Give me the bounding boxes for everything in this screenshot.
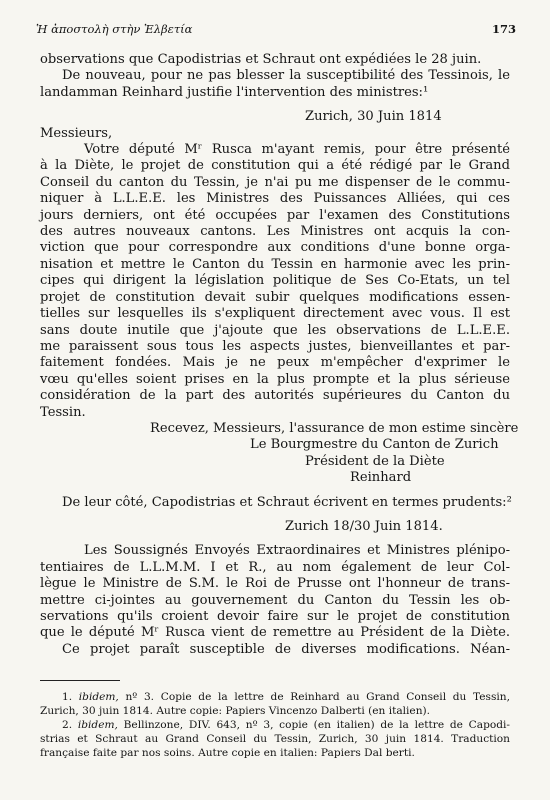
text-line: lègue le Ministre de S.M. le Roi de Prusse ont l'honneur de trans- [40, 576, 510, 592]
text-line: vœu qu'elles soient prises en la plus prompte et la plus sérieuse [40, 371, 510, 387]
running-title: Ἡ ἀποστολὴ στὴν Ἑλβετία [36, 22, 193, 36]
letter-paragraph [40, 543, 510, 658]
paragraph [40, 68, 510, 101]
text-line: De nouveau, pour ne pas blesser la susceptibilité des Tessinois, le [62, 68, 510, 84]
text-line: sans doute inutile que j'ajoute que les observations de L.L.E.E. [40, 322, 510, 338]
letter-date: Zurich, 30 Juin 1814 [305, 109, 442, 125]
footnote [40, 690, 510, 718]
signature-line: Reinhard [350, 470, 412, 486]
text-line: jours derniers, ont été occupées par l'examen des Constitutions [40, 207, 510, 223]
text-line: nisation et mettre le Canton du Tessin en harmonie avec les prin- [40, 256, 510, 272]
salutation: Messieurs, [40, 125, 113, 141]
signature-line: Président de la Diète [305, 453, 445, 469]
footnote-number: 1. [62, 691, 79, 703]
text-line: viction que pour correspondre aux conditions d'une bonne orga- [40, 240, 510, 256]
text-line: landamman Reinhard justifie l'intervention des ministres:¹ [40, 84, 429, 100]
text-line: me paraissent sous tous les aspects justes, bienveillantes et par- [40, 338, 510, 354]
footnote-line: Zurich, 30 juin 1814. Autre copie: Papiers Vincenzo Dalberti (en italien). [40, 705, 431, 717]
text-line: tielles sur lesquelles ils s'expliquent directement avec vous. Il est [40, 306, 510, 322]
text-line: des autres nouveaux cantons. Les Ministres ont acquis la con- [40, 224, 510, 240]
footnote [40, 718, 510, 760]
text-line: à la Diète, le projet de constitution qui a été rédigé par le Grand [40, 158, 510, 174]
footnote-ref: ibidem, [78, 691, 126, 703]
text-line: tentiaires de L.L.M.M. I et R., au nom également de leur Col- [40, 559, 510, 575]
closing-formula: Recevez, Messieurs, l'assurance de mon estime sincère [150, 420, 519, 436]
text-line: observations que Capodistrias et Schraut ont expédiées le 28 juin. [40, 52, 482, 67]
footnote-line: strias et Schraut au Grand Conseil du Tessin, Zurich, 30 juin 1814. Traduction [40, 733, 510, 745]
text-line: faitement fondées. Mais je ne peux m'empêcher d'exprimer le [40, 355, 510, 371]
footnote-ref: ibidem, [77, 719, 124, 731]
text-line: Ce projet paraît susceptible de diverses modifications. Néan- [62, 641, 510, 657]
text-line: cipes qui dirigent la législation politique de Ses Co-Etats, un tel [40, 273, 510, 289]
footnote-rule [40, 680, 120, 681]
footnote-line: française faite par nos soins. Autre copie en italien: Papiers Dal berti. [40, 747, 415, 759]
footnote-line [40, 690, 510, 704]
signature-line: Le Bourgmestre du Canton de Zurich [250, 437, 499, 453]
text-line: que le député Mʳ Rusca vient de remettre au Président de la Diète. [40, 625, 510, 641]
text-line: mettre ci-jointes au gouvernement du Canton du Tessin les ob- [40, 592, 510, 608]
text-line: Les Soussignés Envoyés Extraordinaires et Ministres plénipo- [84, 543, 510, 559]
text-line: Votre député Mʳ Rusca m'ayant remis, pour être présenté [84, 142, 510, 158]
paragraph [40, 52, 510, 68]
letter-paragraph [40, 142, 510, 421]
main-text [40, 52, 519, 658]
footnote-number: 2. [62, 719, 78, 731]
text-line: De leur côté, Capodistrias et Schraut écrivent en termes prudents:² [62, 494, 512, 510]
footnote-text: nº 3. Copie de la lettre de Reinhard au Grand Conseil du Tessin, [125, 691, 510, 703]
footnote-text: Bellinzone, DIV. 643, nº 3, copie (en italien) de la lettre de Capodi- [123, 719, 510, 731]
footnote-line [40, 718, 510, 732]
text-line: projet de constitution devait subir quelques modifications essen- [40, 289, 510, 305]
text-line: considération de la part des autorités supérieures du Canton du [40, 388, 510, 404]
text-line: Tessin. [40, 404, 86, 420]
footnotes [40, 690, 510, 760]
text-line: servations qu'ils croient devoir faire sur le projet de constitution [40, 609, 510, 624]
text-line: niquer à L.L.E.E. les Ministres des Puissances Alliées, qui ces [40, 191, 510, 207]
text-line: Conseil du canton du Tessin, je n'ai pu me dispenser de le commu- [40, 174, 510, 190]
page-number: 173 [491, 22, 516, 36]
paragraph [40, 495, 510, 511]
letter-date: Zurich 18/30 Juin 1814. [285, 518, 443, 534]
